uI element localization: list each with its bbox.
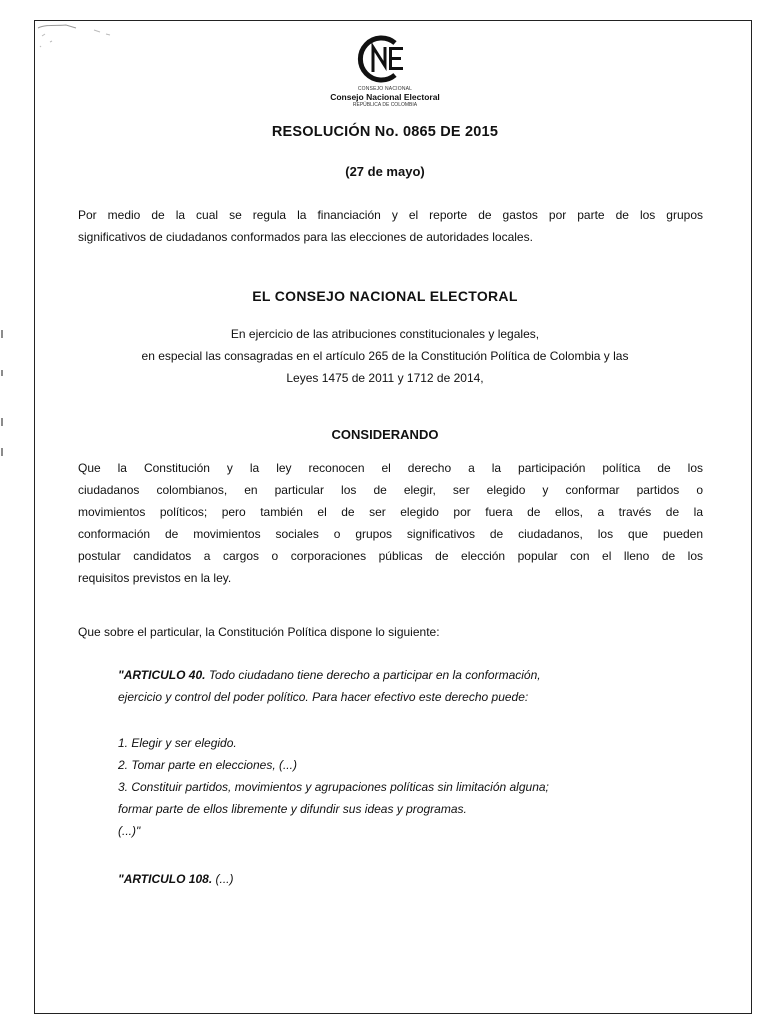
que-sobre-paragraph	[78, 621, 703, 643]
article-40-item: formar parte de ellos libremente y difundir sus ideas y programas.	[118, 802, 467, 816]
que-sobre-line: Que sobre el particular, la Constitución Política dispone lo siguiente:	[78, 625, 440, 639]
resolution-date: (27 de mayo)	[345, 164, 425, 179]
article-108-label: "ARTICULO 108.	[118, 872, 213, 886]
letterhead	[0, 34, 770, 108]
considerando-line: ciudadanos colombianos, en particular los de elegir, ser elegido y conformar partidos o	[78, 483, 703, 497]
considerando-line: postular candidatos a cargos o corporaciones públicas de elección popular con el lleno de los	[78, 549, 703, 563]
issuer-heading: EL CONSEJO NACIONAL ELECTORAL	[252, 288, 518, 304]
considerando-line: requisitos previstos en la ley.	[78, 571, 232, 585]
article-40-label: "ARTICULO 40.	[118, 668, 206, 682]
org-super-label: CONSEJO NACIONAL	[357, 86, 413, 92]
cne-logo-icon	[352, 34, 418, 84]
resolution-title: RESOLUCIÓN No. 0865 DE 2015	[271, 124, 499, 140]
org-country: REPÚBLICA DE COLOMBIA	[352, 102, 418, 108]
considerando-line: conformación de movimientos sociales o grupos significativos de ciudadanos, los que pueden	[78, 527, 703, 541]
article-40-text: Todo ciudadano tiene derecho a participar en la conformación,	[205, 668, 541, 682]
attribution-paragraph	[0, 323, 770, 389]
article-40-line: ejercicio y control del poder político. Para hacer efectivo este derecho puede:	[118, 690, 529, 704]
intro-line: significativos de ciudadanos conformados para las elecciones de autoridades locales.	[78, 230, 533, 244]
considerando-line: Que la Constitución y la ley reconocen el derecho a la participación política de los	[78, 461, 703, 475]
attribution-line: Leyes 1475 de 2011 y 1712 de 2014,	[286, 371, 484, 385]
article-40-quote	[118, 664, 678, 708]
article-40-items	[118, 732, 678, 842]
article-108-text: (...)	[212, 872, 234, 886]
article-108-line	[118, 868, 678, 890]
article-40-item: 2. Tomar parte en elecciones, (...)	[118, 758, 297, 772]
article-40-item: (...)"	[118, 824, 141, 838]
considerando-line: movimientos políticos; pero también el de ser elegido por fuera de ellos, a través de la	[78, 505, 703, 519]
org-name: Consejo Nacional Electoral	[330, 92, 440, 102]
intro-line: Por medio de la cual se regula la financiación y el reporte de gastos por parte de los grupos	[78, 208, 703, 222]
intro-paragraph	[78, 204, 703, 248]
article-40-item: 3. Constituir partidos, movimientos y agrupaciones políticas sin limitación alguna;	[118, 780, 549, 794]
attribution-line: En ejercicio de las atribuciones constitucionales y legales,	[230, 327, 540, 341]
article-40-item: 1. Elegir y ser elegido.	[118, 736, 237, 750]
attribution-line: en especial las consagradas en el artículo 265 de la Constitución Política de Colombia y las	[141, 349, 629, 363]
considerando-heading: CONSIDERANDO	[331, 427, 439, 442]
article-108-quote	[118, 868, 678, 890]
considerando-paragraph	[78, 457, 703, 589]
article-40-line	[118, 664, 678, 686]
